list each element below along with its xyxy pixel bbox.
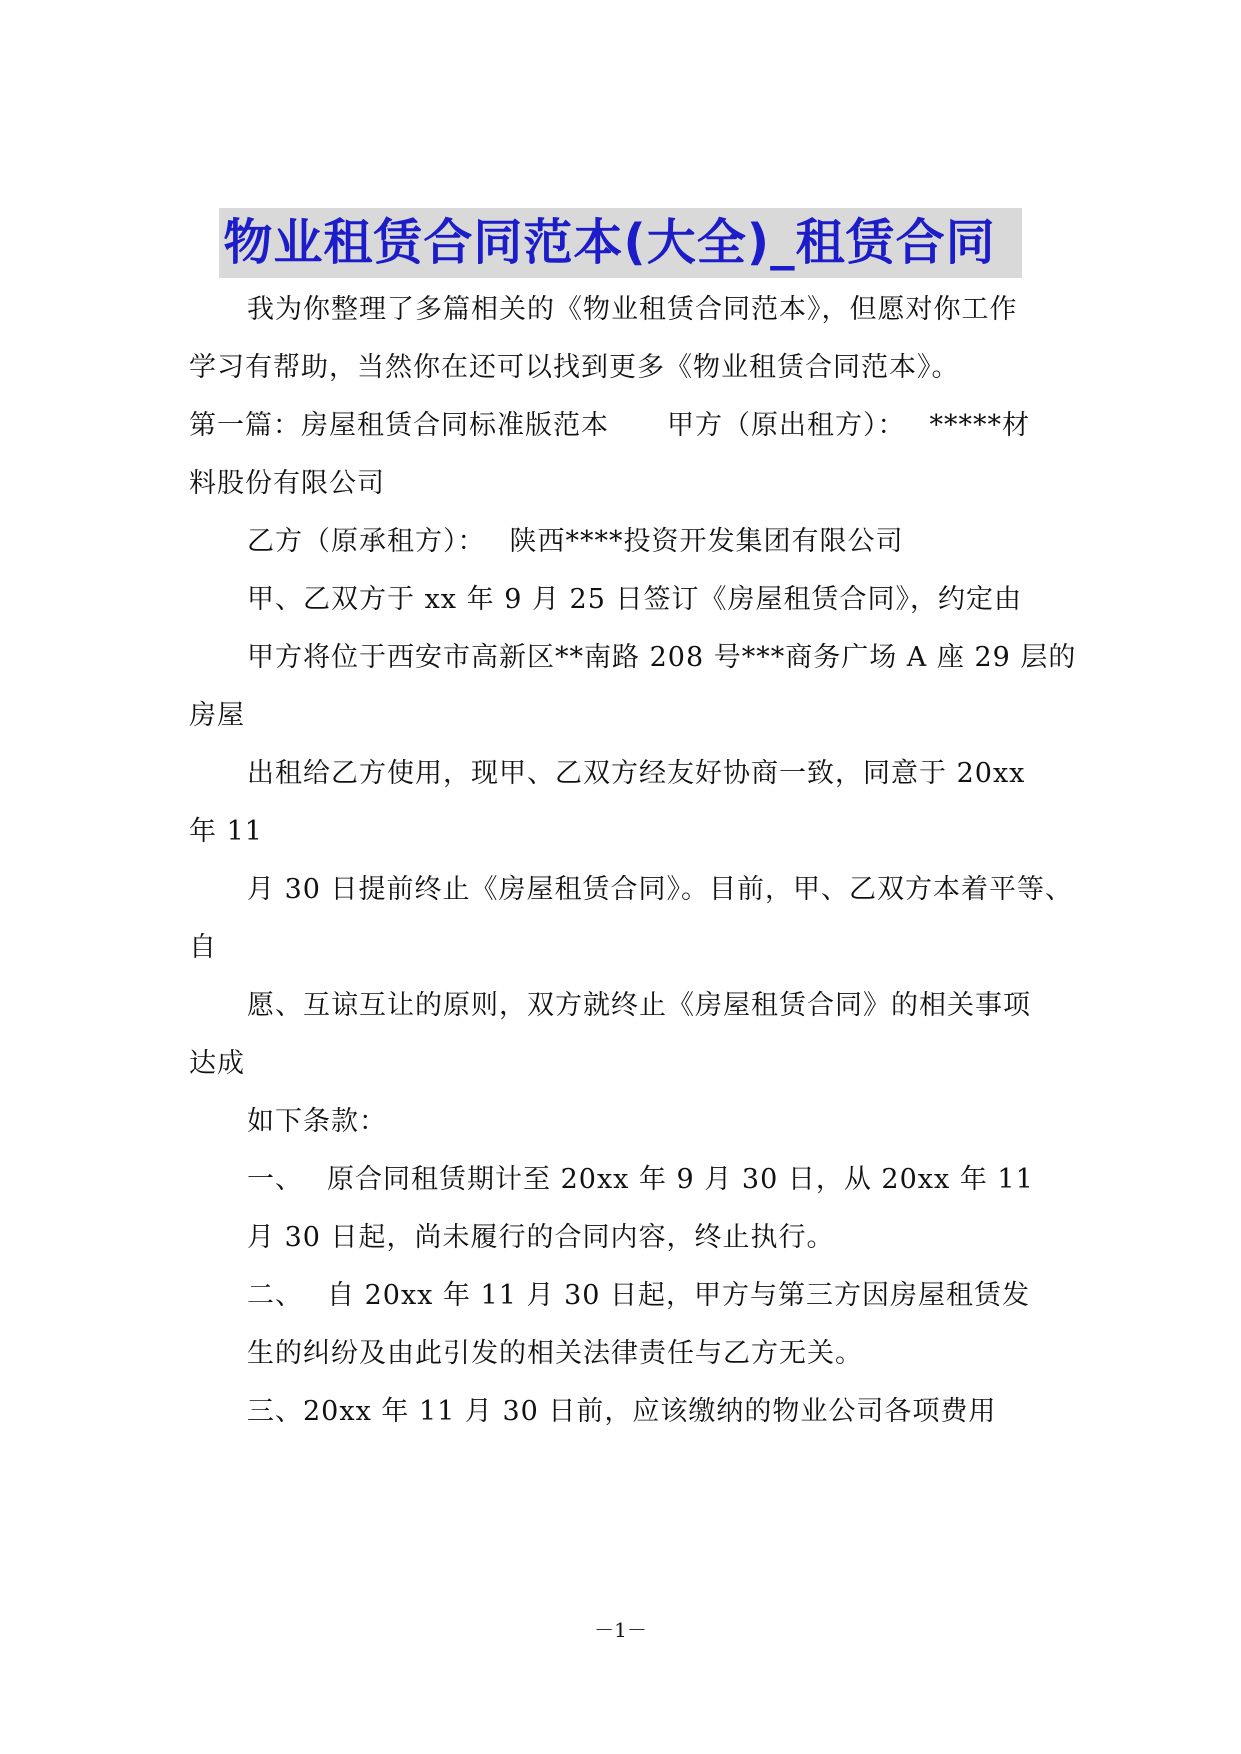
paragraph-line: 料股份有限公司: [189, 468, 385, 499]
paragraph-line: 学习有帮助，当然你在还可以找到更多《物业租赁合同范本》。: [189, 352, 960, 383]
paragraph-line: 月 30 日提前终止《房屋租赁合同》。目前，甲、乙双方本着平等、: [247, 874, 1074, 905]
paragraph-line: 年 11: [189, 816, 263, 847]
party-a-name: *****材: [929, 410, 1030, 441]
clause-text: 自 20xx 年 11 月 30 日起，甲方与第三方因房屋租赁发: [327, 1280, 1031, 1311]
paragraph-line: 自: [189, 932, 217, 963]
paragraph-line: 生的纠纷及由此引发的相关法律责任与乙方无关。: [247, 1338, 863, 1369]
section-heading: 第一篇：房屋租赁合同标准版范本: [189, 410, 609, 441]
paragraph-line: 我为你整理了多篇相关的《物业租赁合同范本》，但愿对你工作: [247, 294, 1018, 325]
paragraph-line: 月 30 日起，尚未履行的合同内容，终止执行。: [247, 1222, 835, 1253]
paragraph-line: 甲、乙双方于 xx 年 9 月 25 日签订《房屋租赁合同》，约定由: [247, 584, 1022, 615]
paragraph-line: 如下条款：: [247, 1106, 387, 1137]
party-b-name: 陕西****投资开发集团有限公司: [509, 526, 904, 557]
paragraph-line: [247, 522, 904, 562]
paragraph-line: 出租给乙方使用，现甲、乙双方经友好协商一致，同意于 20xx: [247, 758, 1026, 789]
paragraph-line: 房屋: [189, 700, 245, 731]
paragraph-line: 愿、互谅互让的原则，双方就终止《房屋租赁合同》的相关事项: [247, 990, 1031, 1021]
clause-number: 二、: [247, 1280, 303, 1311]
title-container: [0, 208, 1241, 278]
paragraph-line: 三、20xx 年 11 月 30 日前，应该缴纳的物业公司各项费用: [247, 1396, 997, 1427]
paragraph-line: 达成: [189, 1048, 245, 1079]
paragraph-line: 甲方将位于西安市高新区**南路 208 号***商务广场 A 座 29 层的: [247, 642, 1077, 673]
party-a-label: 甲方（原出租方）：: [667, 410, 906, 441]
paragraph-line: [189, 406, 1030, 446]
clause-line: [247, 1276, 1030, 1316]
clause-number: 一、: [247, 1164, 303, 1195]
party-b-label: 乙方（原承租方）：: [247, 526, 486, 557]
clause-text: 原合同租赁期计至 20xx 年 9 月 30 日，从 20xx 年 11: [327, 1164, 1034, 1195]
document-title: 物业租赁合同范本(大全)_租赁合同: [219, 208, 1021, 278]
page-number: －1－: [594, 1618, 647, 1642]
clause-line: [247, 1160, 1034, 1200]
